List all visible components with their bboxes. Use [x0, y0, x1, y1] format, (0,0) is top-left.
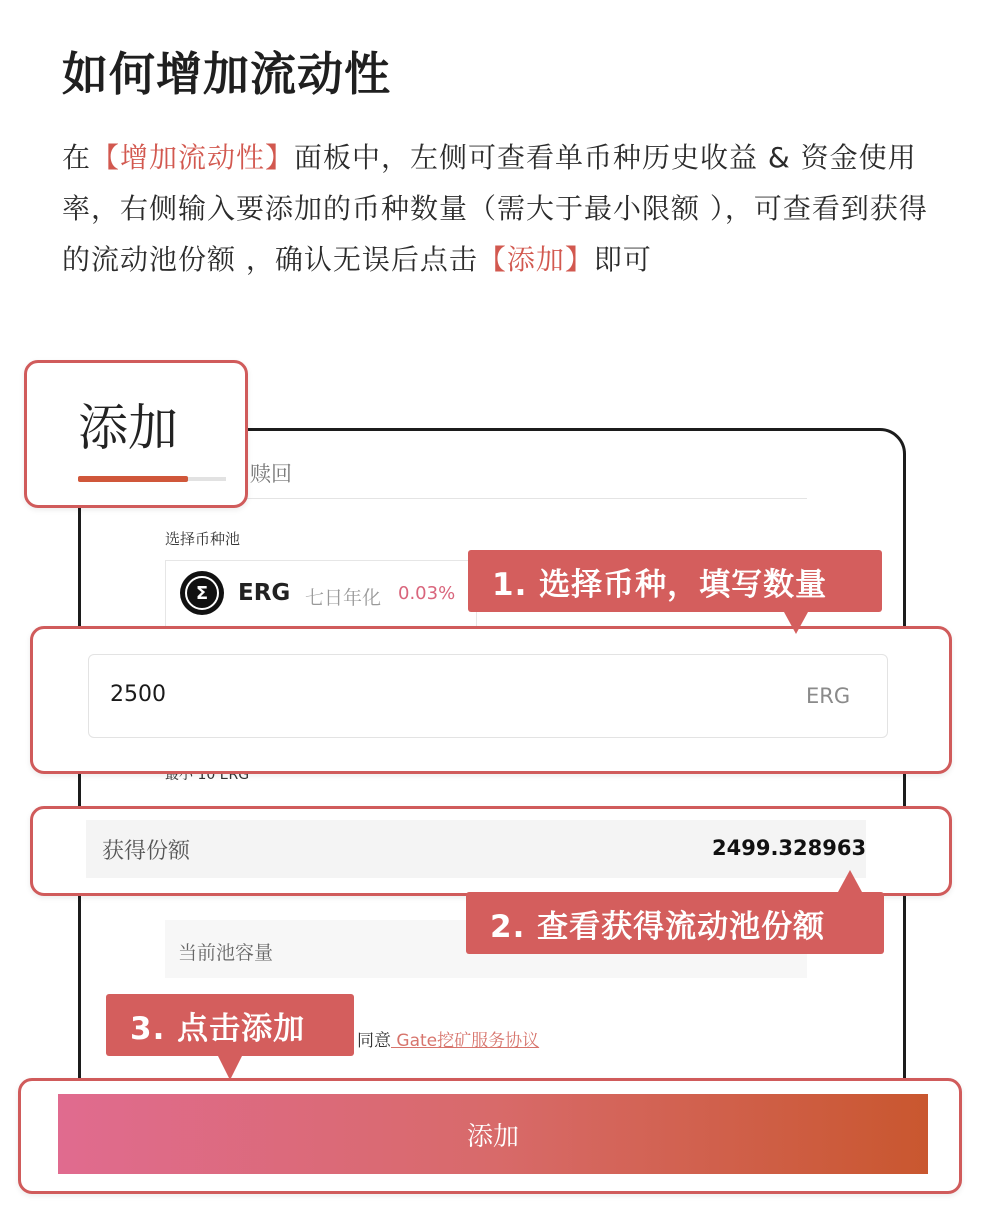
tab-divider	[165, 498, 807, 499]
step1-arrow-icon	[784, 612, 808, 634]
page-title: 如何增加流动性	[62, 47, 391, 101]
tab-active-underline	[78, 476, 188, 482]
amount-value[interactable]: 2500	[110, 682, 166, 707]
pool-select-label: 选择币种池	[165, 530, 241, 548]
desc-part-1: 在	[62, 141, 92, 174]
amount-unit: ERG	[806, 684, 851, 708]
step3-tag: 3. 点击添加	[106, 994, 354, 1056]
instruction-text	[62, 132, 952, 285]
add-button[interactable]: 添加	[58, 1094, 928, 1174]
coin-name: ERG	[238, 580, 291, 606]
erg-coin-icon: Σ	[180, 571, 224, 615]
amount-input[interactable]	[88, 654, 888, 738]
desc-highlight-increase-liquidity: 【增加流动性】	[91, 141, 295, 174]
step3-arrow-icon	[218, 1056, 242, 1080]
apy-label: 七日年化	[305, 587, 382, 609]
desc-part-2: 面板中，左侧可查看单币种历史收益 & 资金使用率，右侧输入要添加的币种数量（需大于最小限额 ），可查看到获得的流动池份额 ，确认无误后点击	[62, 141, 928, 276]
step2-tag: 2. 查看获得流动池份额	[466, 892, 884, 954]
desc-highlight-add: 【添加】	[477, 243, 594, 276]
step1-tag: 1. 选择币种，填写数量	[468, 550, 882, 612]
share-label: 获得份额	[102, 839, 191, 864]
tab-add[interactable]: 添加	[78, 399, 178, 457]
desc-part-3: 即可	[593, 243, 652, 276]
pool-capacity-label: 当前池容量	[178, 942, 274, 964]
tab-redeem[interactable]: 赎回	[250, 462, 292, 486]
agreement-link[interactable]: Gate挖矿服务协议	[391, 1031, 540, 1051]
agreement-prefix: 同意	[357, 1031, 391, 1051]
share-value: 2499.328963	[712, 836, 867, 860]
apy-value: 0.03%	[398, 583, 456, 604]
agreement-text	[357, 1026, 539, 1051]
step2-arrow-icon	[838, 870, 862, 892]
